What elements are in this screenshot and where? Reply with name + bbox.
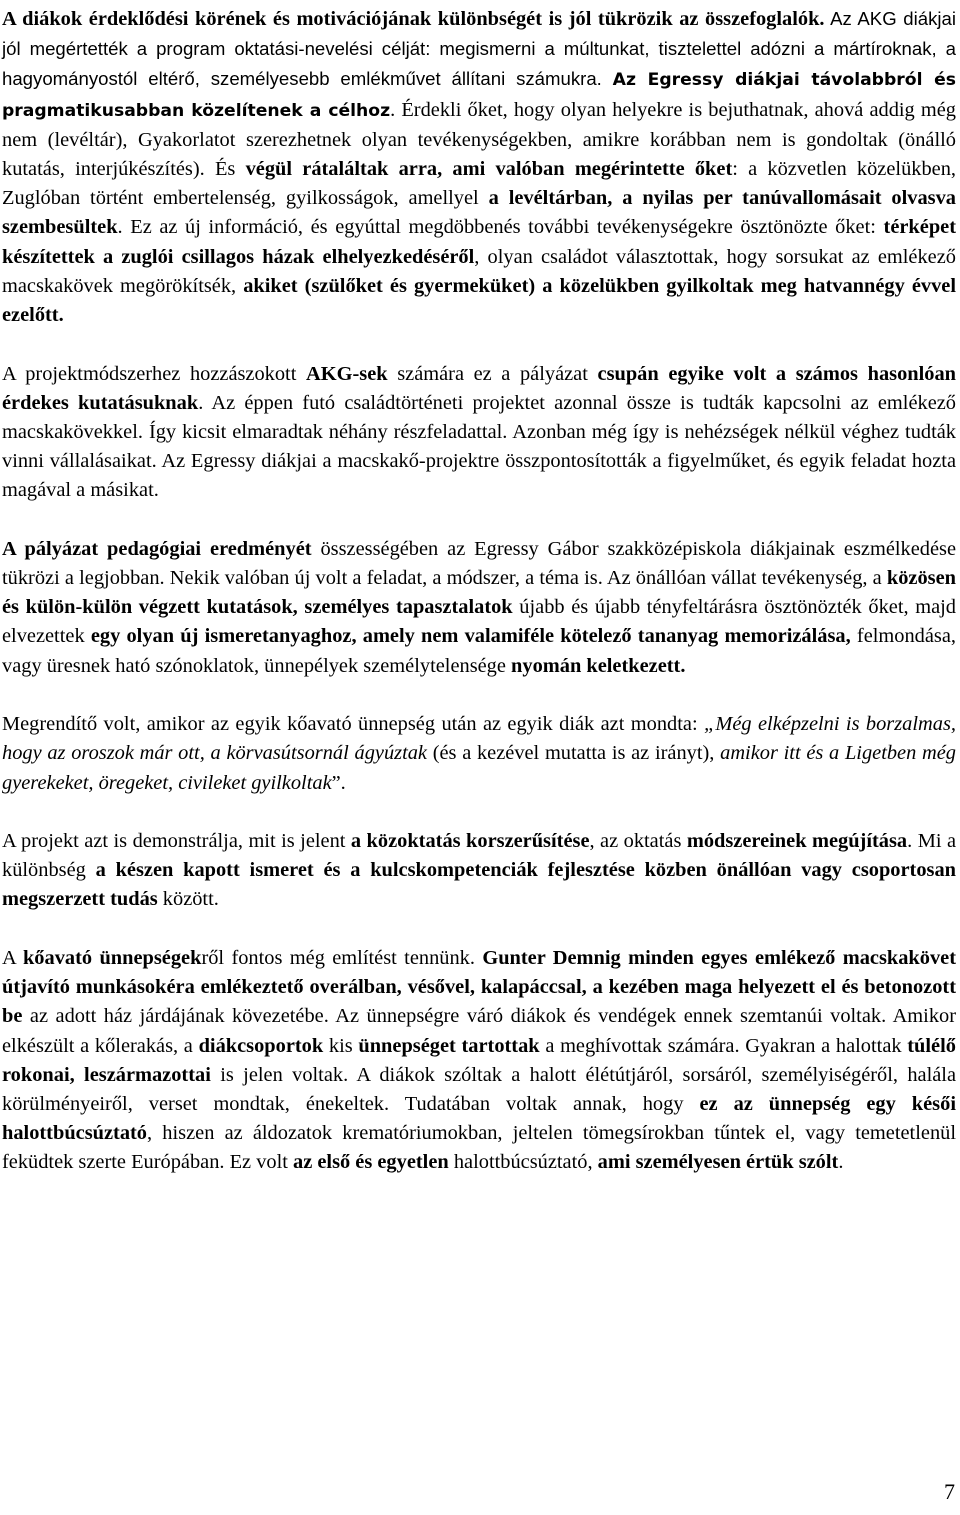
text-span: . Érdekli őket, hogy olyan helyekre is bejuthatnak, ahová addig még nem (levéltár), Gyakorlatot szerezhetnek olyan tevékenységekben, amikre korábban nem is gondoltak (önálló kutatás, interjúkészítés). És	[2, 98, 956, 181]
text-span: összességében az Egressy Gábor szakközépiskola diákjainak eszmélkedése tükrözi a legjobban. Nekik valóban új volt a feladat, a módszer, a téma is. Az önállóan vállat tevékenység, a	[2, 537, 957, 590]
text-span: ”.	[331, 771, 346, 794]
text-span: felmondása, vagy üresnek ható szónoklatok, ünnepélyek személytelensége	[2, 625, 957, 677]
text-span: kis	[323, 1034, 359, 1057]
text-span: Megrendítő volt, amikor az egyik kőavató ünnepség után az egyik diák azt mondta:	[2, 713, 705, 736]
text-span: amikor itt és a Ligetben még gyerekeket, öregeket, civileket gyilkoltak	[2, 742, 956, 794]
text-span: ami személyesen értük szólt	[597, 1151, 839, 1174]
text-span: , olyan családot választottak, hogy sorsukat az emlékező macskakövek megörökítsék,	[2, 245, 956, 297]
text-span: csupán egyike volt a számos hasonlóan érdekes kutatásuknak	[2, 362, 957, 414]
text-span: A projektmódszerhez hozzászokott	[2, 362, 307, 385]
text-span: is jelen voltak. A diákok szóltak a halott élétútjáról, sorsáról, személyiségéről, halála körülményeiről, verset mondtak, énekeltek. Tudatában voltak annak, hogy	[2, 1063, 957, 1115]
text-span: az első és egyetlen	[293, 1151, 449, 1174]
text-span: A projekt azt is demonstrálja, mit is jelent	[2, 830, 351, 853]
text-span: a készen kapott ismeret és a kulcskompetenciák fejlesztése közben önállóan vagy csoportosan megszerzett tudás	[2, 859, 957, 911]
text-span: AKG-sek	[306, 362, 388, 385]
text-span: Gunter Demnig minden egyes emlékező macskakövet útjavító munkásokéra emlékeztető overálban, vésővel, kalapáccsal, a kezében maga helyezett el és betonozott be	[2, 946, 956, 1028]
text-span: közösen és külön-külön végzett kutatások, személyes tapasztalatok	[2, 567, 956, 619]
text-span: A diákok érdeklődési körének és motivációjának különbségét is jól tükrözik az összefoglalók.	[2, 8, 825, 30]
text-span: térképet készítettek a zuglói csillagos házak elhelyezkedéséről	[2, 216, 956, 268]
text-span: módszereinek megújítása	[686, 830, 908, 853]
text-span: ről fontos még említést tennünk.	[201, 946, 483, 969]
text-span: végül rátaláltak arra, ami valóban megérintette őket	[245, 158, 733, 181]
text-span: túlélő rokonai, leszármazottai	[2, 1034, 956, 1086]
text-span: A	[2, 946, 23, 969]
text-span: a meghívottak számára. Gyakran a halottak	[539, 1034, 908, 1057]
paragraph-3	[2, 535, 956, 681]
text-span: . Az éppen futó családtörténeti projektet azonnal össze is tudták kapcsolni az emlékező macskakövekkel. Így kicsit elmaradtak néhány részfeladattal. Azonban még így is nehézségek nélkül véghez tudták vinni vállalásaikat. Az Egressy diákjai a macskakő-projektre összpontosították a figyelműket, és egyik feladat hozta magával a másikat.	[2, 391, 956, 502]
text-span: „Még elképzelni is borzalmas, hogy az oroszok már ott, a körvasútsornál ágyúztak	[2, 713, 956, 765]
text-span: ez az ünnepség egy késői halottbúcsúztató	[2, 1092, 956, 1145]
text-span: diákcsoportok	[198, 1034, 324, 1057]
text-span: , hiszen az áldozatok krematóriumokban, jeltelen tömegsírokban tűntek el, vagy temetetlenül feküdtek szerte Európában. Ez volt	[2, 1122, 956, 1174]
text-span: akiket (szülőket és gyermeküket) a közelükben gyilkoltak meg hatvannégy évvel ezelőtt.	[2, 274, 956, 327]
paragraph-4	[2, 710, 956, 798]
paragraph-2	[2, 360, 956, 506]
text-span: között.	[157, 888, 219, 911]
text-span: Az Egressy diákjai távolabbról és pragmatikusabban közelítenek a célhoz	[2, 70, 957, 121]
paragraph-1	[2, 4, 956, 330]
text-span: .	[838, 1151, 844, 1174]
text-span: egy olyan új ismeretanyaghoz, amely nem valamiféle kötelező tananyag memorizálása,	[90, 625, 851, 648]
text-span: számára ez a pályázat	[387, 362, 598, 385]
text-span: A pályázat pedagógiai eredményét	[2, 537, 312, 560]
text-span: újabb és újabb tényfeltárásra ösztönözték őket, majd elvezettek	[2, 596, 956, 648]
text-span: kőavató ünnepségek	[22, 946, 202, 969]
text-span: ünnepséget tartottak	[358, 1034, 540, 1057]
text-span: halottbúcsúztató,	[448, 1151, 598, 1174]
paragraph-6	[2, 944, 956, 1178]
text-span: a levéltárban, a nyilas per tanúvallomásait olvasva szembesültek	[2, 187, 957, 239]
text-span: . Mi a különbség	[2, 830, 957, 882]
text-span: . Ez az új információ, és egyúttal megdöbbenés további tevékenységekre ösztönözte őket:	[117, 216, 884, 239]
text-span: a közoktatás korszerűsítése	[350, 830, 590, 853]
text-span: : a közvetlen közelükben, Zuglóban történt embertelenség, gyilkosságok, amellyel	[2, 158, 956, 210]
document-page	[2, 4, 956, 1178]
text-span: nyomán keletkezett.	[511, 654, 686, 677]
text-span: Az AKG diákjai jól megértették a program oktatási-nevelési célját: megismerni a múltunkat, tisztelettel adózni a mártíroknak, a hagyományostól eltérő, személyesebb emlékművet állítani számukra.	[2, 8, 956, 90]
text-span: az adott ház járdájának kövezetébe. Az ünnepségre váró diákok és vendégek ennek szemtanúi voltak. Amikor elkészült a kőlerakás, a	[2, 1005, 956, 1057]
text-span: (és a kezével mutatta is az irányt),	[426, 742, 721, 765]
page-number: 7	[944, 1479, 955, 1504]
paragraph-5	[2, 827, 956, 915]
text-span: , az oktatás	[589, 830, 687, 853]
